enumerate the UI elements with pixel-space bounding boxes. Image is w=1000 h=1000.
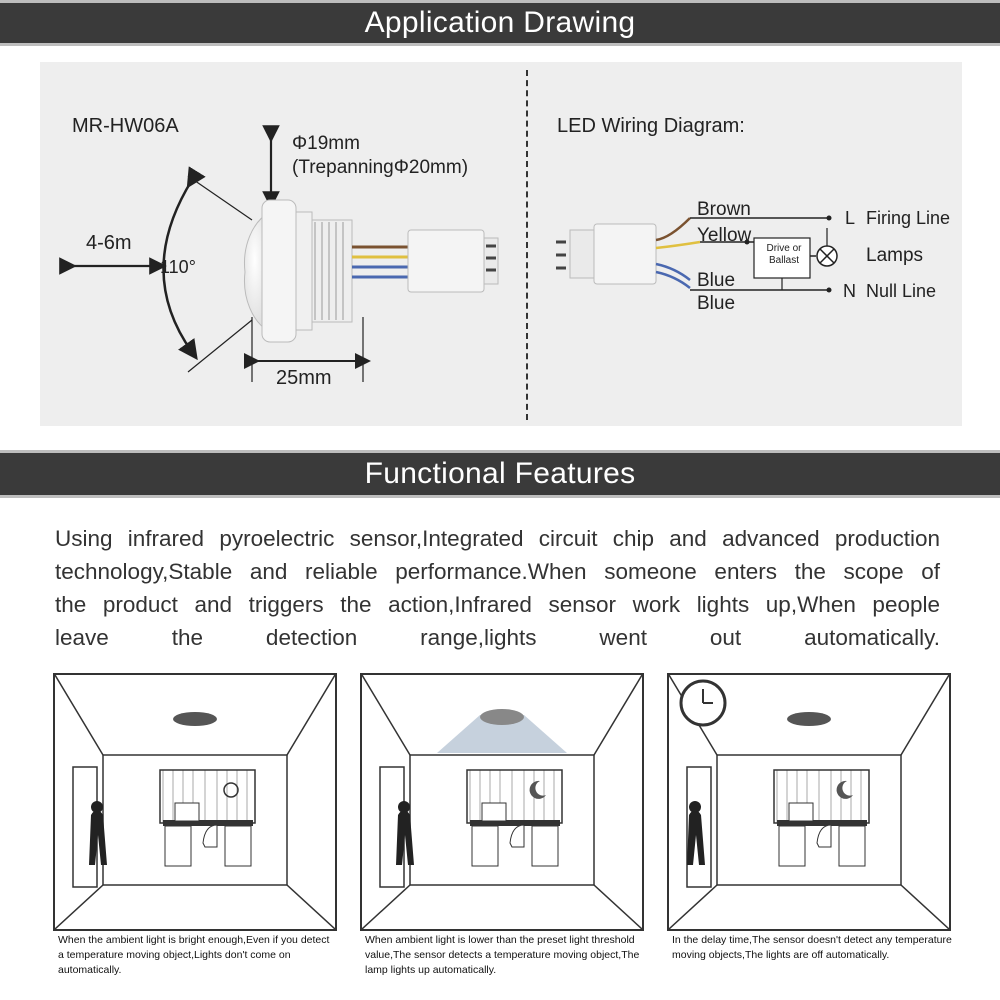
wire-blue-label-2: Blue: [697, 293, 736, 314]
null-line-label: Null Line: [866, 281, 937, 301]
drive-box-line1: Drive or: [766, 243, 802, 254]
lamps-label: Lamps: [866, 245, 924, 266]
scenario-caption-bright: When the ambient light is bright enough,Even if you detect a temperature moving object,Lights don't come on automatically.: [58, 934, 330, 976]
wire-brown-label: Brown: [697, 199, 751, 220]
functional-features-header: [0, 450, 1000, 498]
scenario-room-delay: [667, 673, 951, 931]
scenario-room-dark: [360, 673, 644, 931]
trepanning-label: (TrepanningΦ20mm): [292, 157, 469, 178]
drive-box-line2: Ballast: [768, 255, 799, 266]
drive-ballast-box: [758, 243, 810, 267]
wire-blue-label-1: Blue: [697, 270, 736, 291]
description-line: leave the detection range,lights went out automatically.: [55, 625, 940, 650]
firing-line-label: Firing Line: [866, 208, 951, 228]
scenario-room-bright: [53, 673, 337, 931]
application-drawing-title: Application Drawing: [364, 6, 636, 39]
ceiling-lamp-icon: [173, 712, 217, 726]
description-line: technology,Stable and reliable performance.When someone enters the scope of: [55, 559, 940, 584]
scenario-caption-dark: When ambient light is lower than the preset light threshold value,The sensor detects a temperature moving object,The lamp lights up automatically.: [365, 934, 640, 976]
room-illustration: [55, 675, 335, 929]
diameter-label: Φ19mm: [292, 133, 360, 154]
wire-yellow-label: Yellow: [697, 225, 752, 246]
room-illustration: [669, 675, 949, 929]
range-label: 4-6m: [86, 232, 132, 254]
description-line: Using infrared pyroelectric sensor,Integrated circuit chip and advanced production: [55, 526, 940, 551]
model-label: MR-HW06A: [72, 115, 179, 137]
application-drawing-header: [0, 0, 1000, 46]
terminal-l: L: [845, 208, 856, 228]
depth-label: 25mm: [276, 367, 332, 389]
description-line: the product and triggers the action,Infrared sensor work lights up,When people: [55, 592, 940, 617]
features-description: [55, 522, 940, 654]
person-icon: [89, 810, 107, 865]
sun-icon: [224, 783, 238, 797]
functional-features-title: Functional Features: [364, 457, 636, 490]
person-icon: [396, 810, 414, 865]
ceiling-lamp-icon: [787, 712, 831, 726]
scenario-caption-delay: In the delay time,The sensor doesn't detect any temperature moving objects,The lights are off automatically.: [672, 934, 952, 961]
terminal-n: N: [843, 281, 856, 301]
ceiling-lamp-icon: [480, 709, 524, 725]
clock-icon: [681, 681, 725, 725]
wiring-title: LED Wiring Diagram:: [557, 115, 745, 137]
room-illustration: [362, 675, 642, 929]
angle-label: 110°: [160, 257, 196, 277]
